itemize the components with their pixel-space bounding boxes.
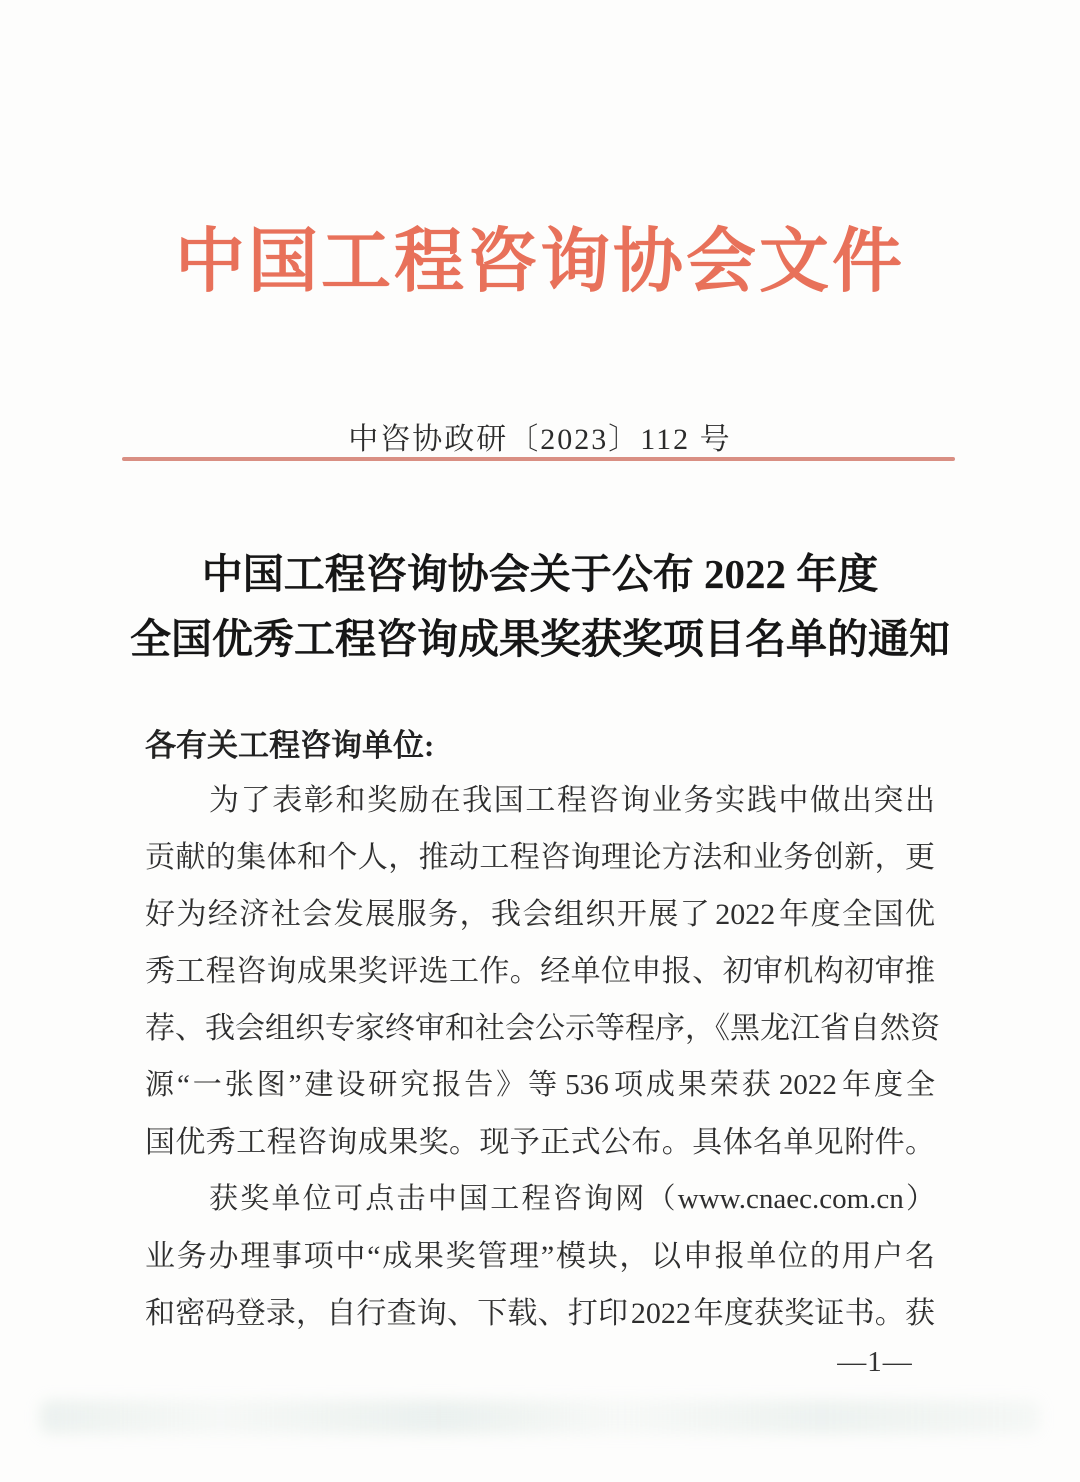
body-line: 源“一张图”建设研究报告》等 536 项成果荣获 2022 年度全 (145, 1069, 935, 1101)
body-line: 荐、我会组织专家终审和社会公示等程序，《黑龙江省自然资 (145, 1012, 940, 1045)
document-title-line2: 全国优秀工程咨询成果奖获奖项目名单的通知 (130, 616, 950, 662)
next-page-bleed-through (40, 1400, 1040, 1434)
document-number: 中咨协政研〔2023〕112 号 (348, 423, 732, 456)
body-line: 获奖单位可点击中国工程咨询网（www.cnaec.com.cn） (209, 1183, 935, 1215)
body-line: 秀工程咨询成果奖评选工作。经单位申报、初审机构初审推 (145, 955, 935, 988)
salutation: 各有关工程咨询单位: (145, 728, 435, 763)
body-text (145, 772, 940, 1342)
page-number: —1— (837, 1346, 913, 1378)
red-separator-rule (122, 457, 955, 461)
document-title (0, 542, 1080, 672)
document-title-line1: 中国工程咨询协会关于公布 2022 年度 (201, 551, 879, 597)
document-masthead: 中国工程咨询协会文件 (175, 224, 905, 301)
body-line: 好为经济社会发展服务，我会组织开展了 2022 年度全国优 (145, 898, 935, 931)
body-line: 业务办理事项中“成果奖管理”模块，以申报单位的用户名 (145, 1240, 935, 1273)
body-line: 和密码登录，自行查询、下载、打印 2022 年度获奖证书。获 (145, 1297, 935, 1330)
body-line: 为了表彰和奖励在我国工程咨询业务实践中做出突出 (209, 784, 935, 817)
body-line: 国优秀工程咨询成果奖。现予正式公布。具体名单见附件。 (145, 1126, 935, 1159)
body-line: 贡献的集体和个人，推动工程咨询理论方法和业务创新，更 (145, 841, 935, 874)
